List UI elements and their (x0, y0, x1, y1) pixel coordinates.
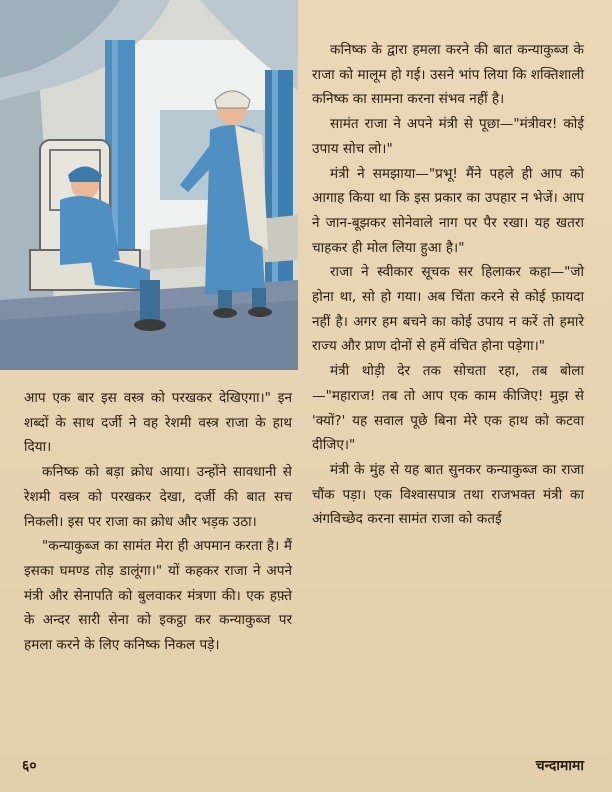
paragraph: मंत्री के मुंह से यह बात सुनकर कन्याकुब्ज का राजा चौंक पड़ा। एक विश्वासपात्र तथा राजभक्त मंत्री का अंगविच्छेद करना सामंत राजा को कतई (312, 461, 584, 528)
right-text-column (312, 38, 584, 532)
paragraph: कनिष्क के द्वारा हमला करने की बात कन्याकुब्ज के राजा को मालूम हो गई। उसने भांप लिया कि शक्तिशाली कनिष्क का सामना करना संभव नहीं है। (312, 42, 584, 108)
paragraph: राजा ने स्वीकार सूचक सर हिलाकर कहा—"जो होना था, सो हो गया। अब चिंता करने से कोई फ़ायदा नहीं है। अगर हम बचने का कोई उपाय न करें तो हमारे राज्य और प्राण दोनों से हमें वंचित होना पड़ेगा।" (312, 264, 584, 355)
paragraph: आप एक बार इस वस्त्र को परखकर देखिएगा।" इन शब्दों के साथ दर्जी ने वह रेशमी वस्त्र राजा के हाथ दिया। (24, 390, 292, 456)
page-number: ६० (22, 758, 37, 774)
king-and-minister-illustration (0, 0, 298, 370)
left-text-column (24, 386, 292, 658)
paragraph: मंत्री ने समझाया—"प्रभू! मैंने पहले ही आप को आगाह किया था कि इस प्रकार का उपहार न भेजें। आप ने जान-बूझकर सोनेवाले नाग पर पैर रखा। यह खतरा चाहकर ही मोल लिया हुआ है।" (312, 165, 584, 256)
paragraph: मंत्री थोड़ी देर तक सोचता रहा, तब बोला—"महाराज! तब तो आप एक काम कीजिए! मुझ से 'क्यों?' यह सवाल पूछे बिना मेरे एक हाथ को कटवा दीजिए।" (312, 363, 584, 454)
paragraph: "कन्याकुब्ज का सामंत मेरा ही अपमान करता है। मैं इसका घमण्ड तोड़ डालूंगा।" यों कहकर राजा ने अपने मंत्री और सेनापति को बुलवाकर मंत्रणा की। एक हफ़्ते के अन्दर सारी सेना को इकट्ठा कर कन्याकुब्ज पर हमला करने के लिए कनिष्क निकल पड़े। (24, 538, 292, 654)
paragraph: कनिष्क को बड़ा क्रोध आया। उन्होंने सावधानी से रेशमी वस्त्र को परखकर देखा, दर्जी की बात सच निकली। इस पर राजा का क्रोध और भड़क उठा। (24, 464, 292, 530)
paragraph: सामंत राजा ने अपने मंत्री से पूछा—"मंत्रीवर! कोई उपाय सोच लो।" (312, 116, 584, 157)
story-illustration (0, 0, 298, 370)
magazine-name: चन्दामामा (535, 758, 584, 774)
